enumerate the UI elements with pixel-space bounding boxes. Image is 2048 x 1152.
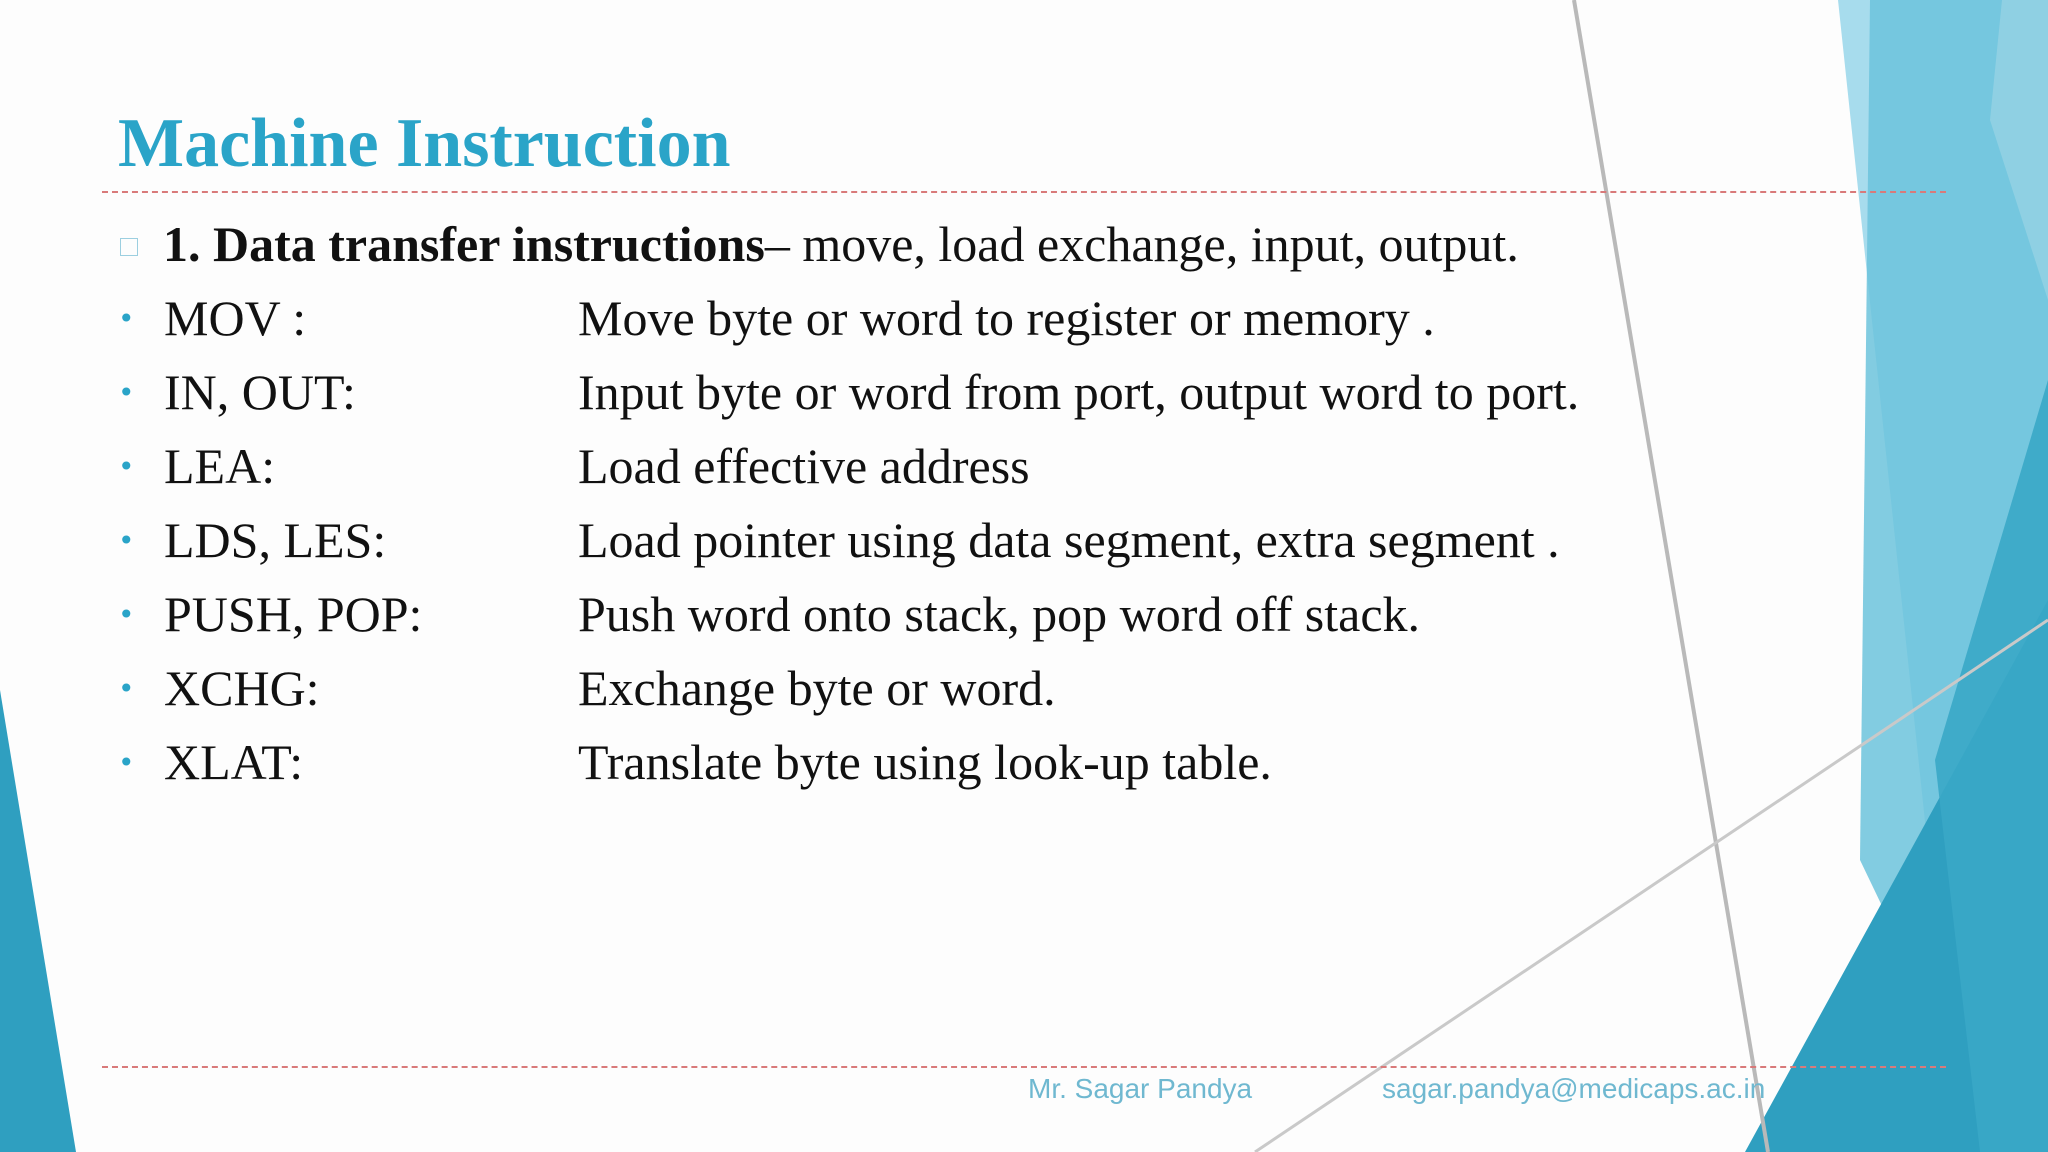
list-item — [118, 288, 1435, 348]
footer-author: Mr. Sagar Pandya — [1028, 1073, 1253, 1104]
grey-diagonal-line-1 — [1574, 0, 1768, 1152]
instruction-description: Exchange byte or word. — [578, 660, 1056, 716]
section-heading-rest: – move, load exchange, input, output. — [764, 216, 1519, 272]
list-item — [118, 510, 1560, 570]
bottom-divider — [102, 1066, 1946, 1068]
instruction-description: Load effective address — [578, 438, 1030, 494]
bullet-icon: • — [118, 745, 135, 779]
instruction-description: Move byte or word to register or memory . — [578, 290, 1435, 346]
instruction-code: XCHG: — [164, 660, 320, 716]
bullet-icon: • — [118, 449, 135, 483]
top-divider — [102, 191, 1946, 193]
section-heading-bold: 1. Data transfer instructions — [163, 216, 765, 272]
list-item — [118, 658, 1056, 718]
square-bullet-icon — [120, 238, 138, 256]
bullet-icon: • — [118, 597, 135, 631]
bullet-icon: • — [118, 671, 135, 705]
bullet-icon: • — [118, 523, 135, 557]
list-item — [118, 362, 1579, 422]
bullet-icon: • — [118, 301, 135, 335]
instruction-description: Translate byte using look-up table. — [578, 734, 1272, 790]
instruction-code: LDS, LES: — [164, 512, 387, 568]
instruction-code: IN, OUT: — [164, 364, 356, 420]
instruction-description: Load pointer using data segment, extra segment . — [578, 512, 1560, 568]
instruction-code: LEA: — [164, 438, 276, 494]
slide-title: Machine Instruction — [118, 105, 731, 182]
section-heading — [120, 214, 1519, 274]
footer-email: sagar.pandya@medicaps.ac.in — [1382, 1073, 1766, 1104]
instruction-description: Push word onto stack, pop word off stack. — [578, 586, 1421, 642]
list-item — [118, 732, 1272, 792]
instruction-code: PUSH, POP: — [164, 586, 423, 642]
instruction-code: XLAT: — [164, 734, 304, 790]
left-teal-wedge — [0, 690, 76, 1152]
instruction-code: MOV : — [164, 290, 307, 346]
list-item — [118, 436, 1030, 496]
bullet-icon: • — [118, 375, 135, 409]
instruction-description: Input byte or word from port, output word to port. — [578, 364, 1580, 420]
list-item — [118, 584, 1420, 644]
